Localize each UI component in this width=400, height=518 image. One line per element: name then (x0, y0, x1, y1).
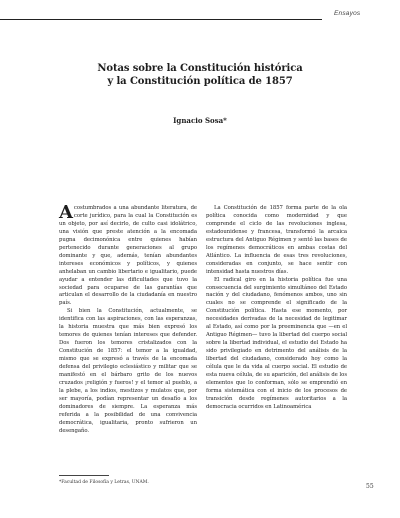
left-paragraph-1-text: costumbrados a una abundante literatura, de corte jurídico, para la cual la Constitución es un objeto, por así decirlo, de culto casi idolátrico, una visión que preste atención a la encomada pugna decimonónica entre quienes habían pertenecido durante generaciones al grupo dominante y que, además, tenían abundantes intereses económicos y políticos, y quienes anhelaban un cambio libertario e igualitario, puede ayudar a entender las dificultades que tuvo la sociedad para ocuparse de las garantías que articulan el desarrollo de la ciudadanía en nuestro país. (59, 205, 197, 307)
right-column (206, 205, 347, 412)
footnote-rule (59, 475, 109, 476)
right-paragraph-2: El radical giro en la historia política fue una consecuencia del surgimiento simultáneo del Estado nación y del ciudadano, fenómenos ambos, uno sin cuales no se comprende el significado de la Constitución política. Hasta ese momento, por necesidades derivadas de la necesidad de legitimar al Estado, así como por la preeminencia que —en el Antiguo Régimen— tuvo la libertad del cuerpo social sobre la libertad individual, el estudio del Estado ha sido privilegiado en detrimento del análisis de la libertad del ciudadano, considerado hoy como la célula que le da vida al cuerpo social. El estudio de esta nueva célula, de su aparición, del análisis de los elementos que lo conforman, sólo se emprendió en forma sistemática con el inicio de los procesos de transición desde regímenes autoritarios a la democracia ocurridos en Latinoamérica (206, 276, 347, 410)
left-column (59, 202, 197, 436)
left-paragraph-1 (59, 202, 197, 308)
author-name: Ignacio Sosa* (173, 116, 227, 125)
right-paragraph-1: La Constitución de 1857 forma parte de la ola política conocida como modernidad y que comprende el ciclo de las revoluciones inglesa, estadounidense y francesa, transformó la arcaica estructura del Antiguo Régimen y sentó las bases de los regímenes democráticos en ambas costas del Atlántico. La influencia de esas tres revoluciones, consideradas en conjunto, se hace sentir con intensidad hasta nuestros días. (206, 205, 347, 275)
title-line-2: y la Constitución política de 1857 (107, 76, 293, 87)
article-title (60, 62, 340, 88)
footnote: *Facultad de Filosofía y Letras, UNAM. (59, 480, 149, 485)
title-line-1: Notas sobre la Constitución histórica (97, 63, 303, 74)
page-number: 55 (366, 483, 374, 490)
drop-cap: A (59, 202, 73, 223)
left-paragraph-2: Si bien la Constitución, actualmente, se identifica con las aspiraciones, con las esperanzas, la historia muestra que más bien expresó los temores de quienes tenían intereses que defender. Dos fueron los temores cristalizados con la Constitución de 1857: el temor a la igualdad, mismo que se expresó a través de la encomada defensa del privilegio eclesiástico y militar que se manifestó en el bárbaro grito de los nuevos cruzados ¡religión y fueros! y el temor al pueblo, a la plebe, a los indios, mestizos y mulatos que, por ser mayoría, podían representar un desafío a los dominadores de siempre. La esperanza más referida a la posibilidad de una convivencia democrática, igualitaria, pronto sufrieron un desengaño. (59, 308, 197, 434)
section-label: Ensayos (334, 10, 361, 17)
